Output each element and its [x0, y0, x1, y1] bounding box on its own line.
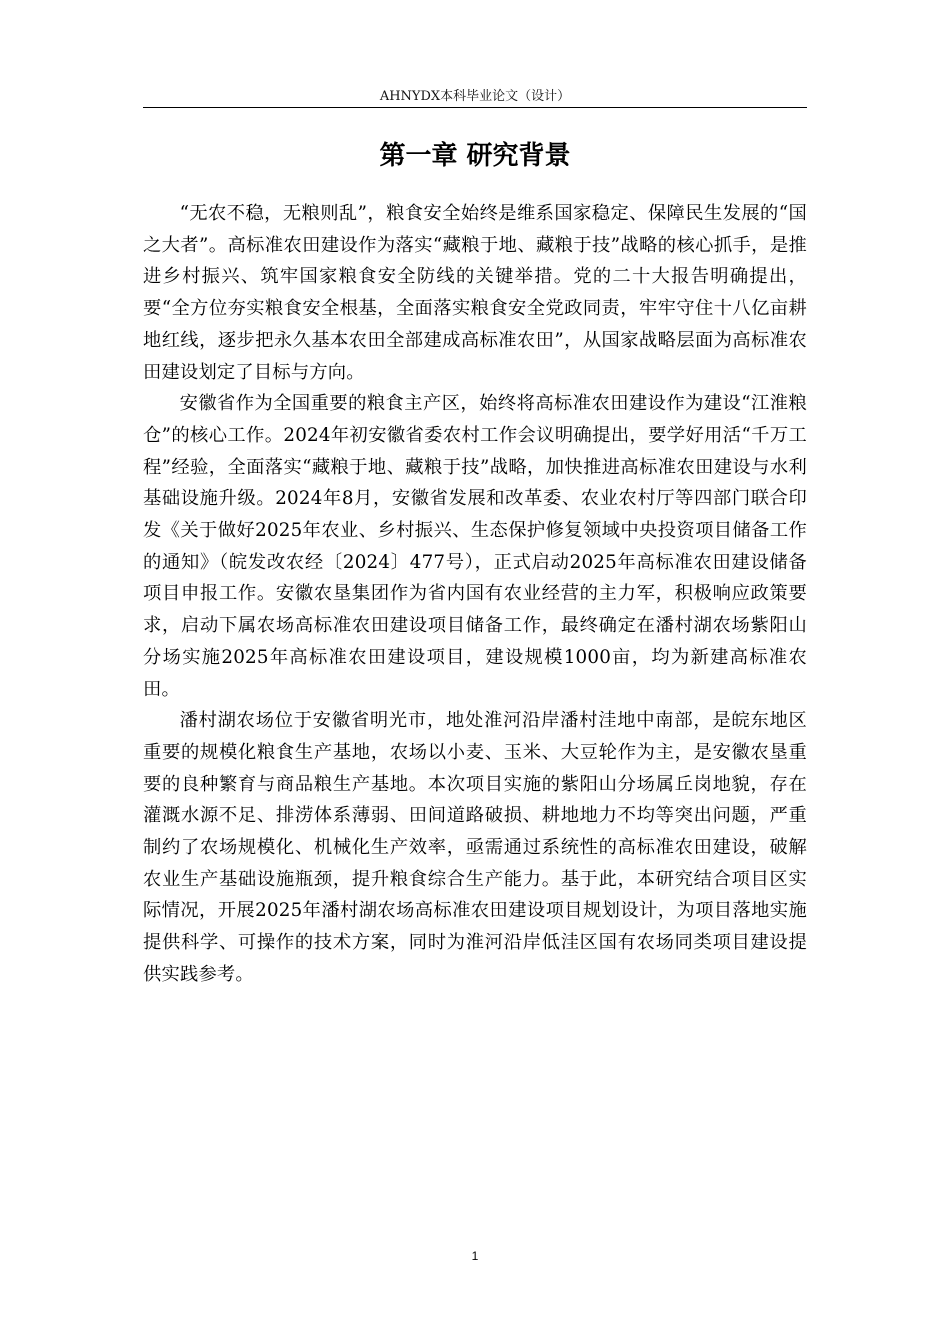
- running-header: AHNYDX本科毕业论文（设计）: [379, 89, 571, 104]
- page-number: 1: [471, 1249, 479, 1263]
- paragraph-2: 安徽省作为全国重要的粮食主产区，始终将高标准农田建设作为建设“江淮粮仓”的核心工作。2024年初安徽省委农村工作会议明确提出，要学好用活“千万工程”经验，全面落实“藏粮于地、藏粮于技”战略，加快推进高标准农田建设与水利基础设施升级。2024年8月，安徽省发展和改革委、农业农村厅等四部门联合印发《关于做好2025年农业、乡村振兴、生态保护修复领域中央投资项目储备工作的通知》（皖发改农经〔2024〕477号），正式启动2025年高标准农田建设储备项目申报工作。安徽农垦集团作为省内国有农业经营的主力军，积极响应政策要求，启动下属农场高标准农田建设项目储备工作，最终确定在潘村湖农场紫阳山分场实施2025年高标准农田建设项目，建设规模1000亩，均为新建高标准农田。: [143, 393, 807, 700]
- header-divider: [143, 107, 807, 108]
- paragraph-1: “无农不稳，无粮则乱”，粮食安全始终是维系国家稳定、保障民生发展的“国之大者”。高标准农田建设作为落实“藏粮于地、藏粮于技”战略的核心抓手，是推进乡村振兴、筑牢国家粮食安全防线的关键举措。党的二十大报告明确提出，要“全方位夯实粮食安全根基，全面落实粮食安全党政同责，牢牢守住十八亿亩耕地红线，逐步把永久基本农田全部建成高标准农田”，从国家战略层面为高标准农田建设划定了目标与方向。: [143, 203, 807, 383]
- body-text: [143, 198, 807, 991]
- paragraph-3: 潘村湖农场位于安徽省明光市，地处淮河沿岸潘村洼地中南部，是皖东地区重要的规模化粮食生产基地，农场以小麦、玉米、大豆轮作为主，是安徽农垦重要的良种繁育与商品粮生产基地。本次项目实施的紫阳山分场属丘岗地貌，存在灌溉水源不足、排涝体系薄弱、田间道路破损、耕地地力不均等突出问题，严重制约了农场规模化、机械化生产效率，亟需通过系统性的高标准农田建设，破解农业生产基础设施瓶颈，提升粮食综合生产能力。基于此，本研究结合项目区实际情况，开展2025年潘村湖农场高标准农田建设项目规划设计，为项目落地实施提供科学、可操作的技术方案，同时为淮河沿岸低洼区国有农场同类项目建设提供实践参考。: [143, 710, 807, 985]
- chapter-title: 第一章 研究背景: [379, 141, 571, 171]
